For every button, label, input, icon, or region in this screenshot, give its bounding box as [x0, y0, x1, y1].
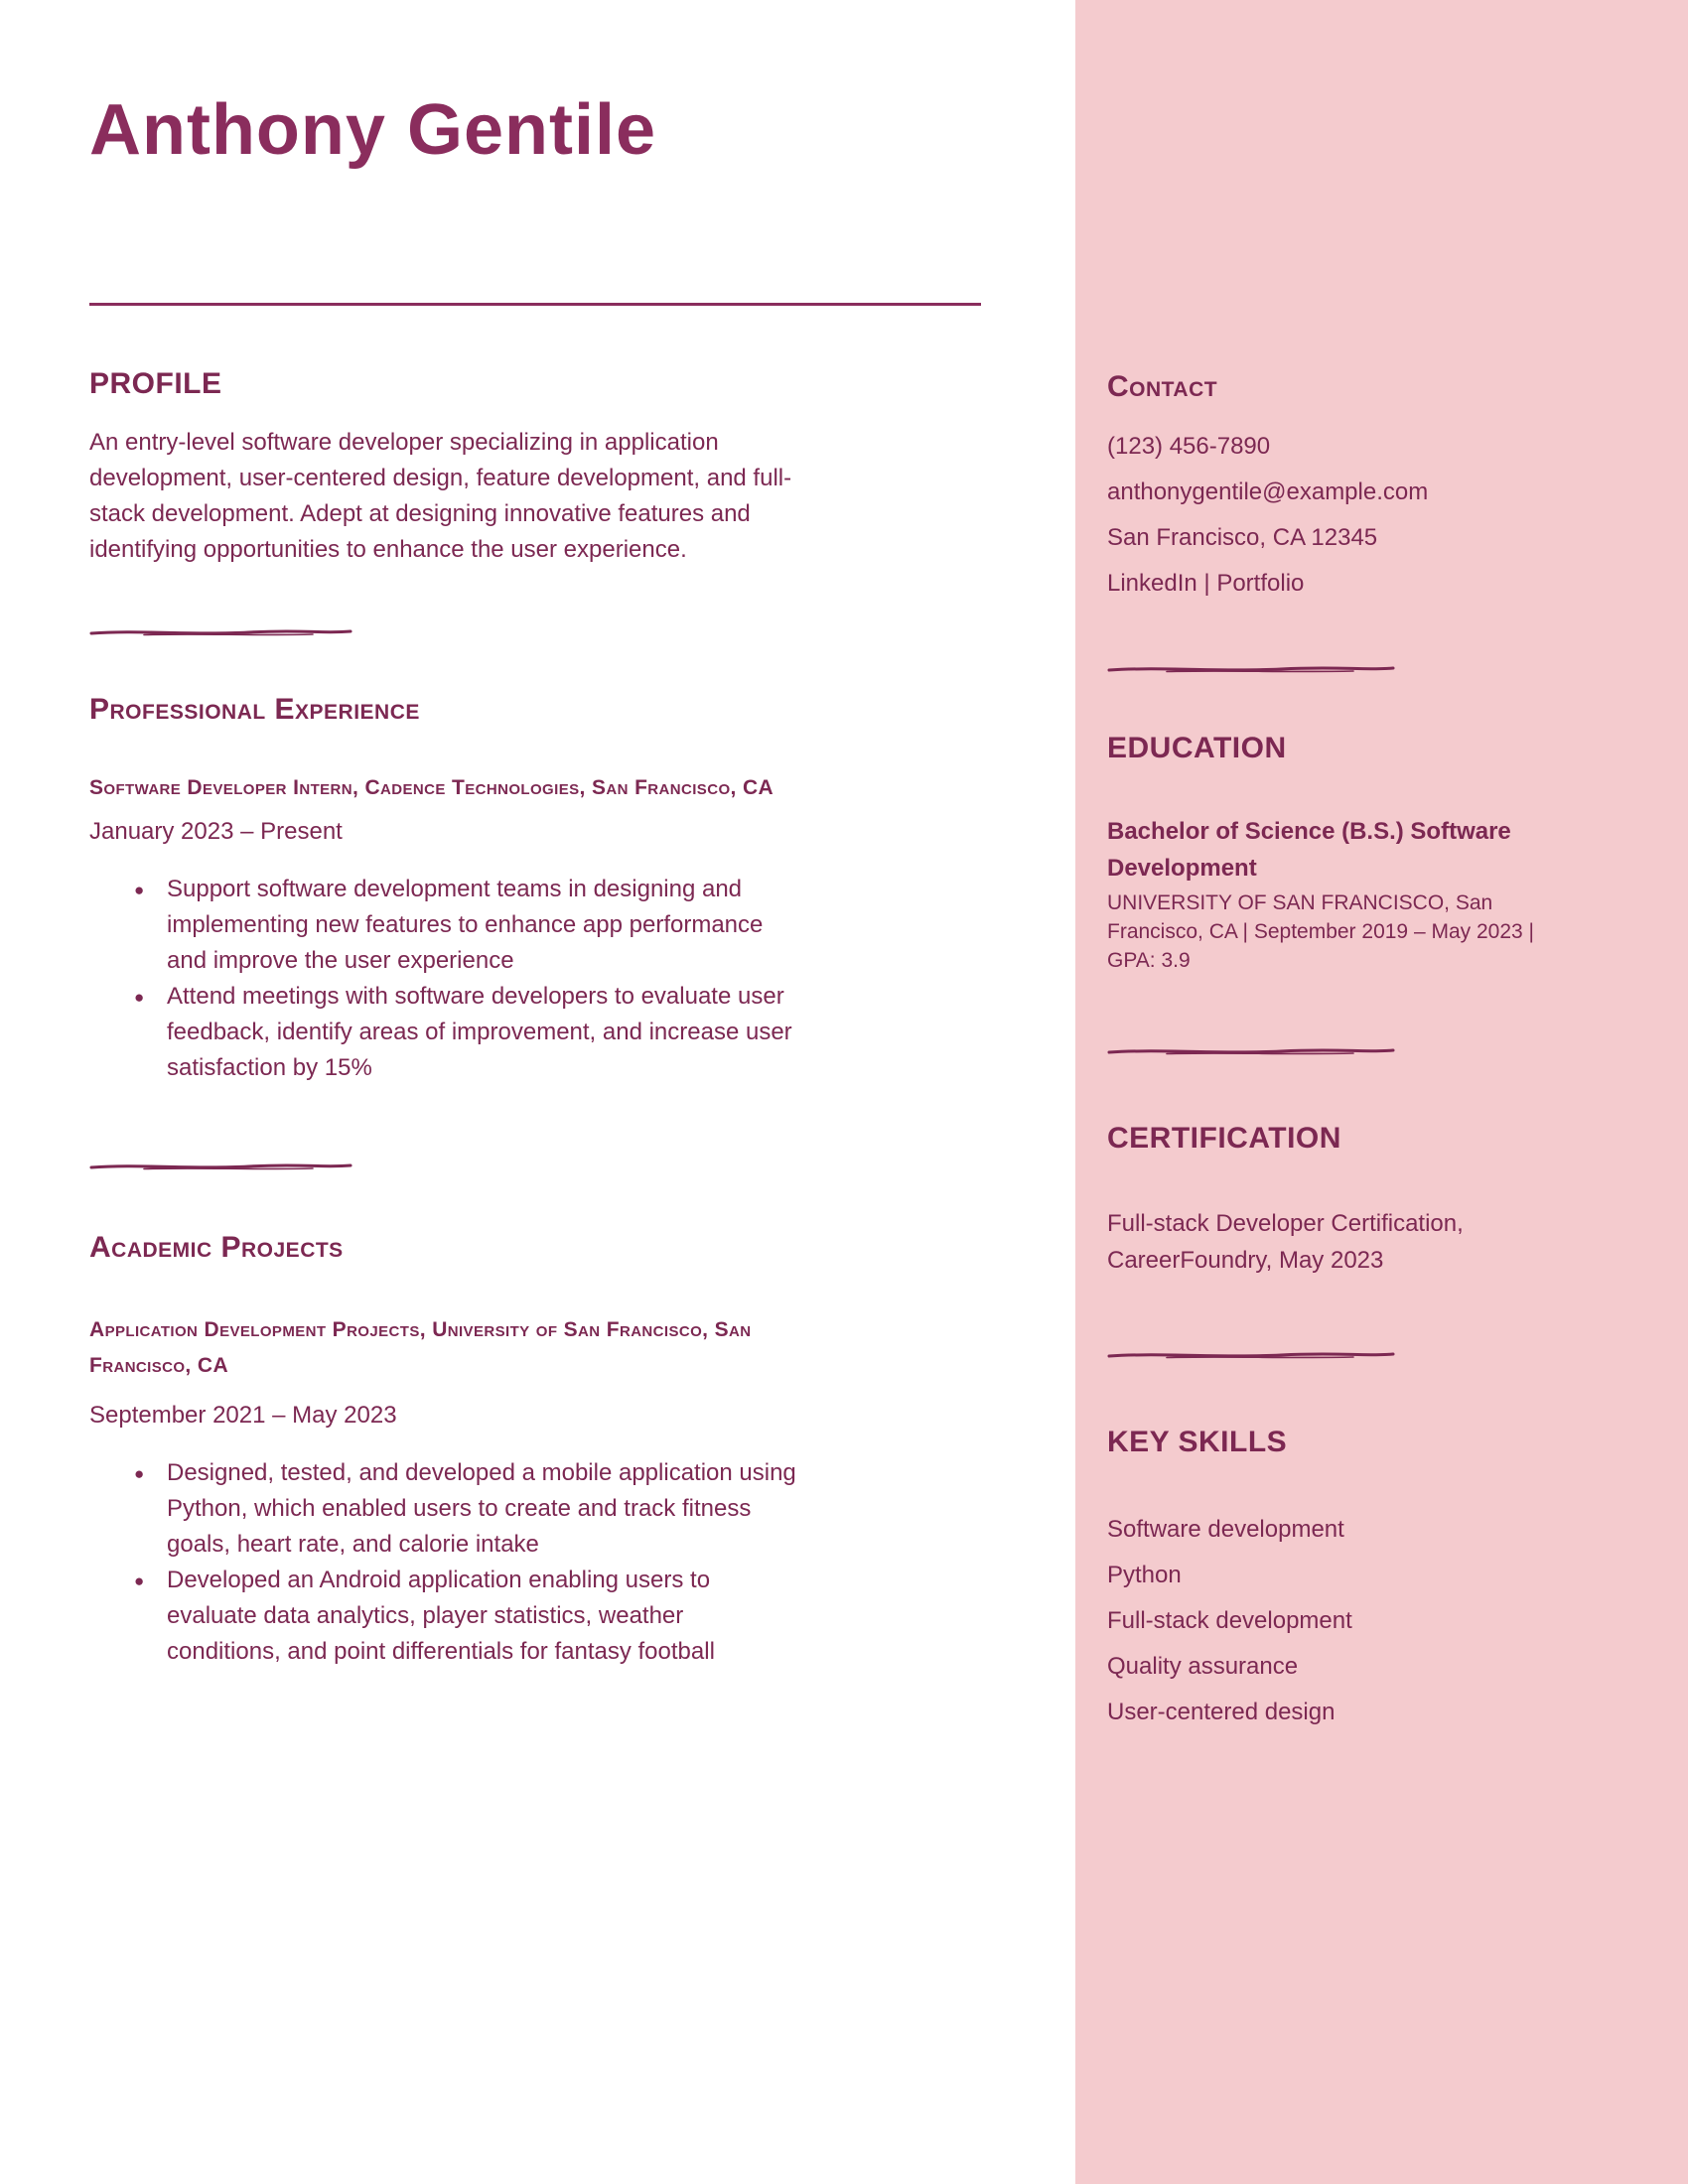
skill-item: User-centered design	[1107, 1699, 1336, 1725]
experience-bullet: ● Support software development teams in designing and implementing new features to enhance app performance and improve the user experience	[134, 872, 797, 979]
profile-text: An entry-level software developer specializing in application development, user-centered design, feature development, and full-stack development. Adept at designing innovative features and identifying opportunities to enhance the user experience.	[89, 428, 792, 563]
job-title: Software Developer Intern, Cadence Technologies, San Francisco, CA	[89, 775, 774, 799]
contact-links	[1107, 561, 1618, 607]
profile-heading: PROFILE	[89, 366, 222, 400]
projects-heading: Academic Projects	[89, 1230, 344, 1264]
experience-bullet: ● Attend meetings with software developers to evaluate user feedback, identify areas of improvement, and increase user satisfaction by 15%	[134, 979, 797, 1086]
education-degree: Bachelor of Science (B.S.) Software Development	[1107, 818, 1511, 882]
name-underline	[89, 303, 981, 306]
skills-list	[1107, 1507, 1618, 1735]
project-bullet: ● Designed, tested, and developed a mobile application using Python, which enabled users to create and track fitness goals, heart rate, and calorie intake	[134, 1455, 797, 1563]
skill-item: Software development	[1107, 1516, 1344, 1543]
education-details: UNIVERSITY OF SAN FRANCISCO, San Francisco, CA | September 2019 – May 2023 | GPA: 3.9	[1107, 891, 1534, 972]
portfolio-link[interactable]: Portfolio	[1216, 570, 1305, 597]
resume-name: Anthony Gentile	[89, 90, 656, 170]
contact-email[interactable]: anthonygentile@example.com	[1107, 478, 1429, 505]
section-divider	[1107, 1350, 1395, 1360]
skill-item: Full-stack development	[1107, 1607, 1352, 1634]
education-heading: EDUCATION	[1107, 732, 1287, 764]
key-skills-heading: KEY SKILLS	[1107, 1426, 1288, 1458]
section-divider	[89, 1161, 352, 1171]
project-bullet-list	[134, 1455, 1075, 1670]
section-divider	[1107, 664, 1395, 674]
skill-item: Quality assurance	[1107, 1653, 1299, 1680]
section-divider	[1107, 1046, 1395, 1056]
experience-bullet-list	[134, 872, 1075, 1086]
contact-phone: (123) 456-7890	[1107, 433, 1271, 460]
section-divider	[89, 627, 352, 637]
experience-heading: Professional Experience	[89, 692, 420, 726]
contact-location: San Francisco, CA 12345	[1107, 524, 1378, 551]
certification-text: Full-stack Developer Certification, CareerFoundry, May 2023	[1107, 1210, 1464, 1274]
certification-heading: CERTIFICATION	[1107, 1122, 1341, 1155]
project-title: Application Development Projects, University of San Francisco, San Francisco, CA	[89, 1317, 752, 1377]
skill-item: Python	[1107, 1562, 1182, 1588]
project-bullet: ● Developed an Android application enabling users to evaluate data analytics, player statistics, weather conditions, and point differentials for fantasy football	[134, 1563, 797, 1670]
project-dates: September 2021 – May 2023	[89, 1401, 397, 1429]
contact-heading: Contact	[1107, 370, 1218, 403]
job-dates: January 2023 – Present	[89, 817, 343, 845]
links-separator: |	[1203, 570, 1210, 597]
pink-sidebar	[1075, 0, 1688, 2184]
linkedin-link[interactable]: LinkedIn	[1107, 570, 1197, 597]
